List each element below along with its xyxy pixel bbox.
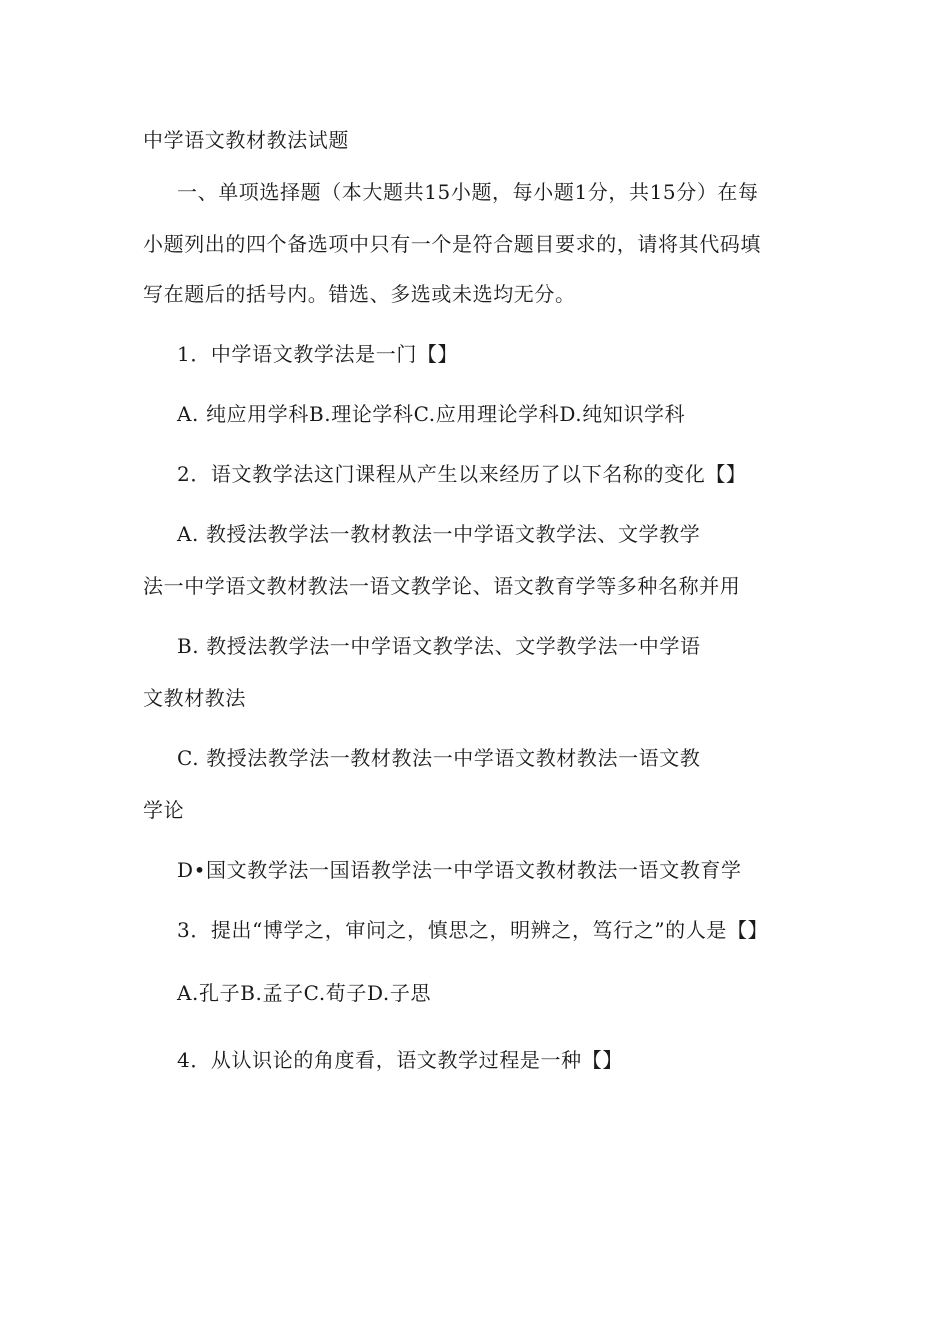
- question-2-option-a-line-2: 法一中学语文教材教法一语文教学论、语文教育学等多种名称并用: [143, 574, 741, 598]
- question-3-options: A.孔子B.孟子C.荀子D.子思: [177, 981, 432, 1005]
- question-2-option-b-line-2: 文教材教法: [143, 686, 246, 710]
- question-2-option-d: D•国文教学法一国语教学法一中学语文教材教法一语文教育学: [177, 858, 742, 882]
- question-4-stem: 4．从认识论的角度看，语文教学过程是一种【】: [177, 1048, 623, 1072]
- instructions-line-3: 写在题后的括号内。错选、多选或未选均无分。: [143, 282, 576, 306]
- instructions-line-1: 一、单项选择题（本大题共15小题，每小题1分，共15分）在每: [177, 180, 759, 204]
- question-3-stem: 3．提出“博学之，审问之，慎思之，明辨之，笃行之”的人是【】: [177, 918, 769, 942]
- question-2-option-a-line-1: A. 教授法教学法一教材教法一中学语文教学法、文学教学: [177, 522, 701, 546]
- question-1-options: A. 纯应用学科B.理论学科C.应用理论学科D.纯知识学科: [177, 402, 686, 426]
- question-2-option-c-line-2: 学论: [143, 798, 185, 822]
- document-title: 中学语文教材教法试题: [143, 128, 349, 152]
- question-2-option-b-line-1: B. 教授法教学法一中学语文教学法、文学教学法一中学语: [177, 634, 701, 658]
- instructions-line-2: 小题列出的四个备选项中只有一个是符合题目要求的，请将其代码填: [143, 232, 761, 256]
- question-2-stem: 2．语文教学法这门课程从产生以来经历了以下名称的变化【】: [177, 462, 747, 486]
- question-2-option-c-line-1: C. 教授法教学法一教材教法一中学语文教材教法一语文教: [177, 746, 701, 770]
- question-1-stem: 1．中学语文教学法是一门【】: [177, 342, 459, 366]
